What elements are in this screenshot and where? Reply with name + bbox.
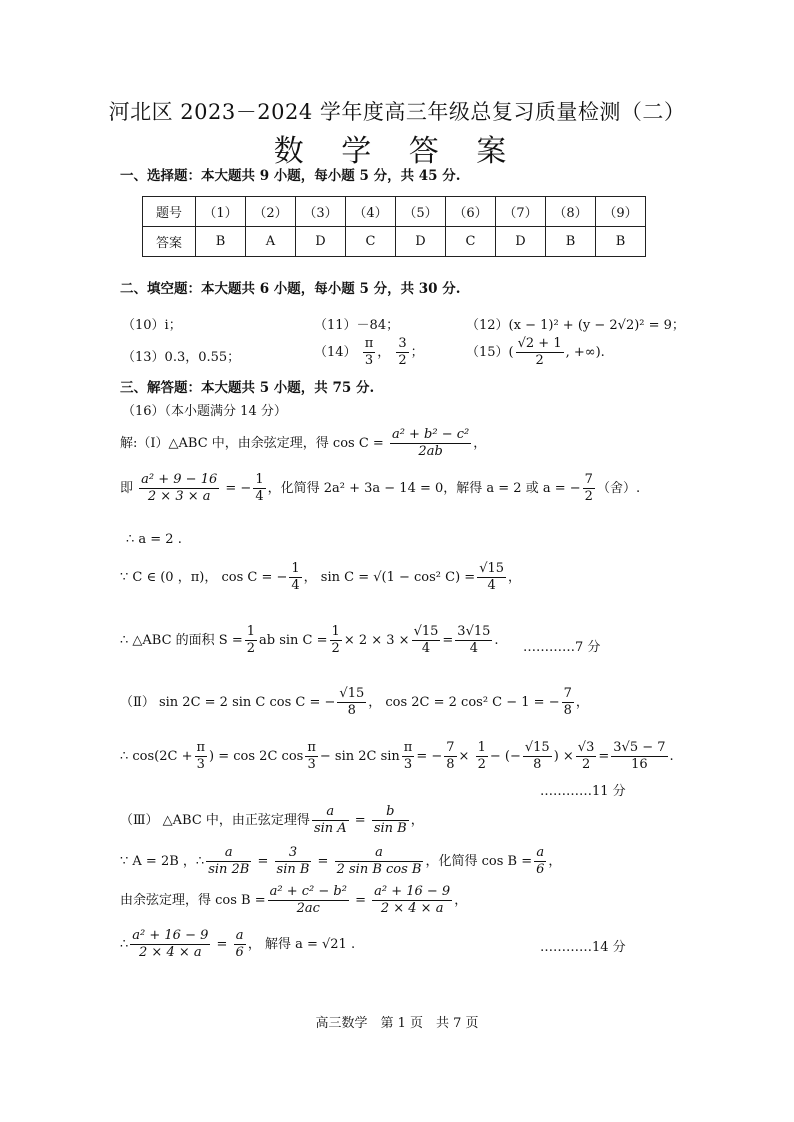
frac-den: 2ac <box>296 901 320 916</box>
text: ab sin C = <box>259 633 328 648</box>
frac-den: 2 × 3 × a <box>147 489 211 504</box>
solution-line-7: ∴ cos(2C + $\frac{\pi}{3}$ ) = cos 2C cos $\frac{\pi}{3}$ − sin 2C sin $\frac{\pi}{3}$ = − $\frac{7}{8}$ × $\frac{1}{2}$ − (− $\frac{√15}{8}$ ) × $\frac{√3}{2}$ = $\frac{3√5 - 7}{16}$ . <box>120 740 674 772</box>
frac-num: √15 <box>524 740 550 755</box>
table-cell: C <box>346 227 396 257</box>
frac-den: 2 <box>581 757 591 772</box>
answer-table <box>142 196 646 257</box>
table-row-answers <box>143 227 646 257</box>
text: ∴ △ABC 的面积 S = <box>120 633 243 648</box>
frac-num: a² + 9 − 16 <box>141 472 218 487</box>
solution-line-4: ∵ C ∈ (0 ，π)， cos C = − $\frac{1}{4}$ ， sin C = √(1 − cos² C) = $\frac{√15}{4}$ ， <box>120 561 522 593</box>
text: ) × <box>553 749 574 764</box>
text: （Ⅱ） sin 2C = 2 sin C cos C = − <box>120 695 336 710</box>
frac-den: 4 <box>291 578 300 593</box>
table-cell: （6） <box>446 197 496 227</box>
frac-den: 16 <box>631 757 648 772</box>
table-cell: （9） <box>596 197 646 227</box>
q15-tail: , +∞). <box>565 345 605 360</box>
table-cell: A <box>246 227 296 257</box>
frac-num: √15 <box>479 561 505 576</box>
table-cell: B <box>596 227 646 257</box>
table-cell: D <box>296 227 346 257</box>
frac-den: 8 <box>446 757 455 772</box>
frac-num: √15 <box>413 624 439 639</box>
frac-den: 2 <box>535 353 544 368</box>
frac-den: 2 <box>331 641 340 656</box>
frac-den: 2 × 4 × a <box>139 945 202 960</box>
solution-line-9: ∵ A = 2B ，∴ $\frac{a}{\sin 2B}$ = $\frac{3}{\text{sin B}}$ = $\frac{a}{\text{2 sin B cos B}}$ ，化简得 cos B = $\frac{a}{6}$ ， <box>120 845 562 877</box>
frac-num: 3 <box>398 336 407 351</box>
text: 解:（Ⅰ）△ABC 中，由余弦定理，得 cos C = <box>120 436 384 451</box>
frac-num: a² + 16 − 9 <box>132 928 209 943</box>
frac-num: π <box>307 740 316 755</box>
text: （舍）. <box>596 481 641 496</box>
frac-den: 8 <box>533 757 542 772</box>
frac-num: a <box>234 928 246 945</box>
section2-heading: 二、填空题：本大题共 6 小题，每小题 5 分，共 30 分. <box>120 281 461 297</box>
text: = <box>598 749 610 764</box>
frac-den: 3 <box>403 757 413 772</box>
solution-line-2 <box>120 472 640 505</box>
frac-den: sin A <box>313 821 347 836</box>
text: × 2 × 3 × <box>343 633 410 648</box>
frac-num: 1 <box>477 740 486 755</box>
table-cell: C <box>446 227 496 257</box>
frac-den: 6 <box>235 945 244 960</box>
table-cell: B <box>546 227 596 257</box>
frac-num: 3√15 <box>457 624 491 639</box>
frac-den: 2 <box>584 489 593 504</box>
frac-num: 7 <box>446 740 455 755</box>
frac-den: 4 <box>255 489 264 504</box>
solution-line-6: （Ⅱ） sin 2C = 2 sin C cos C = − $\frac{√15}{8}$ ， cos 2C = 2 cos² C − 1 = − $\frac{7}{8}$ ， <box>120 686 589 718</box>
page-subtitle: 数 学 答 案 <box>273 134 521 169</box>
table-row-numbers <box>143 197 646 227</box>
text: ∴ <box>120 937 129 952</box>
frac-den: sin B <box>373 821 407 836</box>
table-cell: D <box>396 227 446 257</box>
text: 由余弦定理，得 cos B = <box>120 893 266 908</box>
table-cell: D <box>496 227 546 257</box>
answer-q14: （14） $\frac{\pi}{3}$ ， $\frac{3}{2}$ ； <box>314 336 424 368</box>
frac-den: 2 sin B cos B <box>336 862 422 877</box>
solution-line-1: 解:（Ⅰ）△ABC 中，由余弦定理，得 cos C = $\frac{\text{a² + b² − c²}}{2ab}$ ， <box>120 427 487 459</box>
answer-q11: （11）－84； <box>314 318 400 333</box>
q15-label: （15）( <box>466 345 514 360</box>
page-title: 河北区 2023－2024 学年度高三年级总复习质量检测（二） <box>108 100 686 124</box>
frac-num: 7 <box>584 472 593 487</box>
frac-num: 1 <box>246 624 256 639</box>
frac-den: sin B <box>276 862 310 877</box>
text: − sin 2C sin <box>319 749 400 764</box>
frac-num: a <box>534 845 546 862</box>
frac-den: 8 <box>563 703 572 718</box>
text: ∴ cos(2C + <box>120 749 193 764</box>
frac-num: a <box>312 804 349 821</box>
frac-den: 6 <box>536 862 545 877</box>
frac-num: a <box>335 845 424 862</box>
frac-den: 8 <box>347 703 356 718</box>
q16-title: （16）（本小题满分 14 分） <box>122 404 287 419</box>
frac-num: √2 + 1 <box>517 336 562 351</box>
frac-num: π <box>364 336 374 351</box>
frac-num: √3 <box>577 740 595 755</box>
frac-num: π <box>403 740 413 755</box>
text: = − <box>225 481 252 496</box>
frac-den: 2 <box>477 757 486 772</box>
frac-num: a² + c² − b² <box>269 884 347 899</box>
score-14: …………14 分 <box>540 940 626 955</box>
text: − (− <box>489 749 521 764</box>
answer-q13: （13）0.3，0.55； <box>122 350 241 365</box>
frac-den: 3 <box>307 757 316 772</box>
table-cell: （8） <box>546 197 596 227</box>
frac-num: √15 <box>339 686 365 701</box>
q14-label: （14） <box>314 345 357 360</box>
row-label: 答案 <box>143 227 196 257</box>
frac-num: 1 <box>291 561 300 576</box>
solution-line-3: ∴ a = 2 . <box>126 532 182 547</box>
table-cell: （5） <box>396 197 446 227</box>
frac-num: 7 <box>563 686 572 701</box>
frac-den: sin 2B <box>208 862 250 877</box>
solution-line-8: （Ⅲ） △ABC 中，由正弦定理得 $\frac{a}{\text{sin A}}$ = $\frac{b}{\text{sin B}}$ ， <box>120 804 424 836</box>
answer-q10: （10）i； <box>122 318 182 333</box>
table-cell: （2） <box>246 197 296 227</box>
frac-num: a² + 16 − 9 <box>374 884 451 899</box>
text: ， 解得 a = √21 . <box>247 937 356 952</box>
text: = <box>442 633 454 648</box>
frac-den: 4 <box>421 641 431 656</box>
frac-num: π <box>196 740 206 755</box>
table-cell: （4） <box>346 197 396 227</box>
frac-den: 2 <box>398 353 407 368</box>
frac-num: 3 <box>275 845 312 862</box>
answer-q12: （12）(x − 1)² + (y − 2√2)² = 9； <box>466 318 685 333</box>
page-footer: 高三数学 第 1 页 共 7 页 <box>315 1016 479 1031</box>
text: ，化简得 cos B = <box>425 854 533 869</box>
frac-den: 2ab <box>418 444 443 459</box>
solution-line-5: ∴ △ABC 的面积 S = $\frac{1}{2}$ ab sin C = $\frac{1}{2}$ × 2 × 3 × $\frac{√15}{4}$ = $\frac{3√15}{4}$ . <box>120 624 499 656</box>
frac-num: 3√5 − 7 <box>613 740 666 755</box>
frac-num: b <box>372 804 409 821</box>
text: = − <box>416 749 443 764</box>
frac-den: 4 <box>487 578 496 593</box>
frac-num: 1 <box>331 624 340 639</box>
solution-line-11: ∴ $\frac{\text{a² + 16 − 9}}{2 \times 4 \times a}$ = $\frac{a}{6}$ ， 解得 a = √21 . <box>120 928 356 960</box>
table-cell: B <box>196 227 246 257</box>
text: ) = cos 2C cos <box>209 749 304 764</box>
frac-num: 1 <box>255 472 264 487</box>
score-7: …………7 分 <box>523 640 601 655</box>
text: ，化简得 2a² + 3a − 14 = 0，解得 a = 2 或 a = − <box>267 481 581 496</box>
answer-q15 <box>466 336 605 369</box>
text: ， cos 2C = 2 cos² C − 1 = − <box>368 695 560 710</box>
frac-num: a <box>206 845 251 862</box>
text: ∵ A = 2B ，∴ <box>120 854 205 869</box>
frac-den: 3 <box>196 757 205 772</box>
text: ∵ C ∈ (0 ，π)， cos C = − <box>120 570 288 585</box>
text: × <box>458 749 474 764</box>
frac-den: 2 <box>246 641 256 656</box>
frac-den: 4 <box>469 641 478 656</box>
table-cell: （3） <box>296 197 346 227</box>
row-label: 题号 <box>143 197 196 227</box>
section3-heading: 三、解答题：本大题共 5 小题，共 75 分. <box>120 380 375 396</box>
table-cell: （7） <box>496 197 546 227</box>
score-11: …………11 分 <box>540 784 626 799</box>
solution-line-10: 由余弦定理，得 cos B = $\frac{\text{a² + c² − b²}}{2ac}$ = $\frac{\text{a² + 16 − 9}}{2 \times 4 \times a}$ ， <box>120 884 468 916</box>
table-cell: （1） <box>196 197 246 227</box>
frac-den: 3 <box>364 353 374 368</box>
frac-den: 2 × 4 × a <box>380 901 444 916</box>
text: （Ⅲ） △ABC 中，由正弦定理得 <box>120 813 310 828</box>
section1-heading: 一、选择题：本大题共 9 小题，每小题 5 分，共 45 分. <box>120 168 461 184</box>
text: ， sin C = √(1 − cos² C) = <box>303 570 476 585</box>
frac-num: a² + b² − c² <box>391 427 470 442</box>
text: 即 <box>120 481 134 496</box>
